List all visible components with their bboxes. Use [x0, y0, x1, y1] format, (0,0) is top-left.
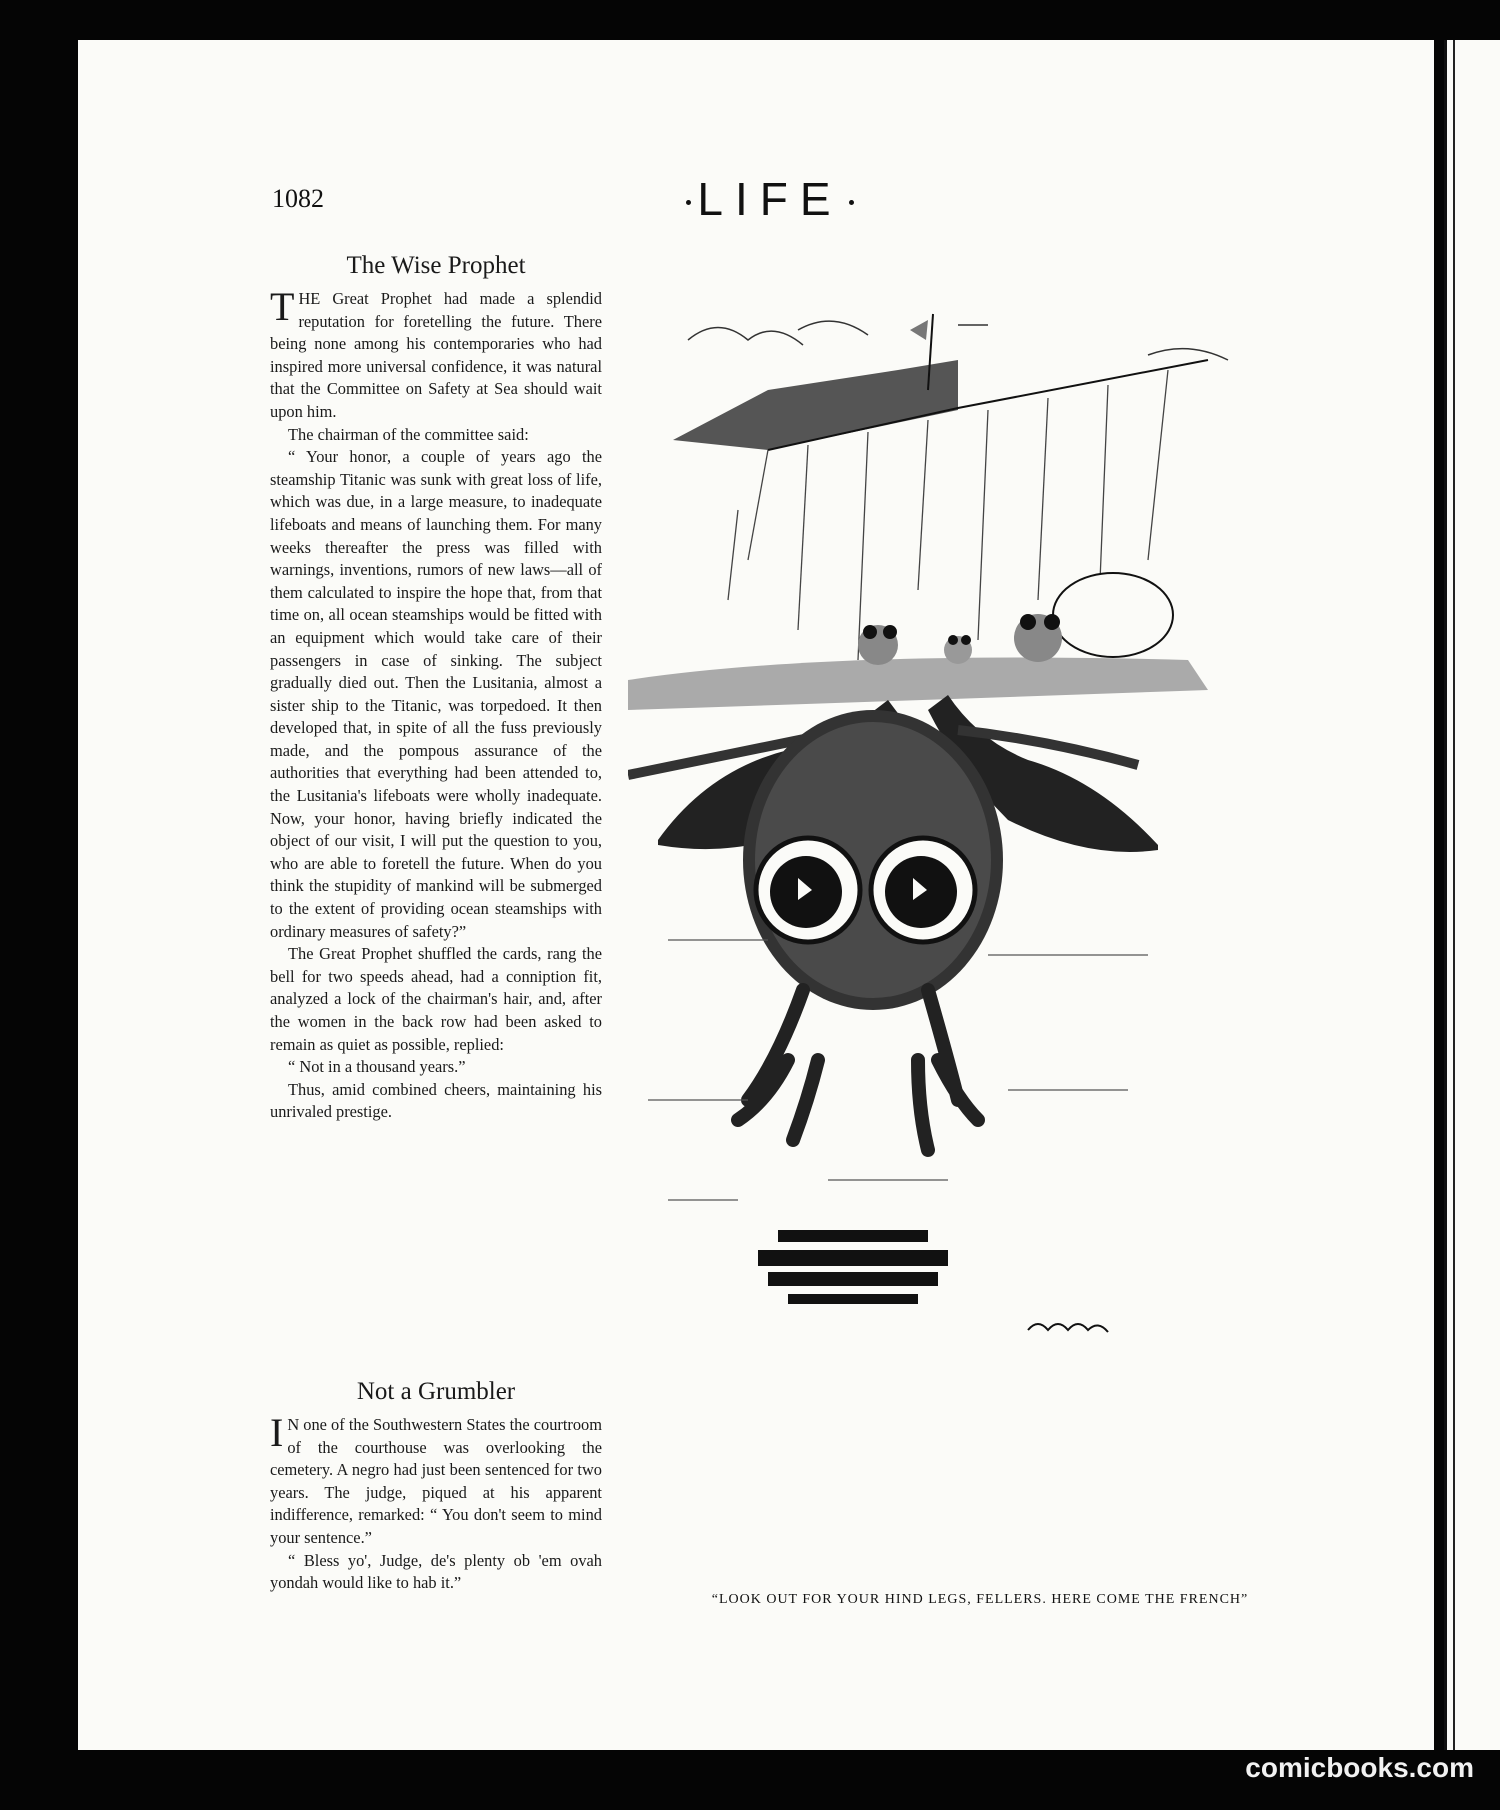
article-title: Not a Grumbler [356, 1378, 516, 1405]
article-not-a-grumbler [270, 1378, 602, 1595]
paragraph [270, 284, 602, 424]
boulder [1053, 573, 1173, 657]
paragraph: Thus, amid combined cheers, maintaining his unrivaled prestige. [270, 1079, 602, 1122]
drop-cap: T [270, 284, 295, 329]
paragraph: “ Bless yo', Judge, de's plenty ob 'em ovah yondah would like to hab it.” [270, 1550, 602, 1593]
paragraph: “ Not in a thousand years.” [288, 1057, 466, 1077]
artist-signature [1028, 1324, 1108, 1332]
frog-cartoon-illustration [628, 300, 1328, 1610]
illustration-caption: “LOOK OUT FOR YOUR HIND LEGS, FELLERS. HERE COME THE FRENCH” [711, 1592, 1249, 1607]
cloud-scribbles [688, 321, 1228, 360]
facing-page-edge [1444, 40, 1500, 1750]
article-body [270, 1410, 602, 1595]
reflection [758, 1230, 948, 1304]
page-number: 1082 [272, 184, 324, 213]
paragraph: “ Your honor, a couple of years ago the steamship Titanic was sunk with great loss of life, which was due, in a large measure, to inadequate lifeboats and means of launching them. For many weeks thereafter the press was filled with warnings, inventions, rumors of new laws—all of them calculated to inspire the hope that, from that time on, all ocean steamships would be fitted with an equipment which would take care of their passengers in case of sinking. The subject gradually died out. Then the Lusitania, almost a sister ship to the Titanic, was torpedoed. It then developed that, in spite of all the fuss previously made, and the pompous assurance of the authorities that everything had been attended to, the Lusitania's lifeboats were wholly inadequate. Now, your honor, having briefly indicated the object of our visit, I will put the question to you, who are able to foretell the future. When do you think the stupidity of mankind will be submerged to the extent of providing ocean steamships with ordinary measures of safety?” [270, 447, 602, 941]
paragraph: The chairman of the committee said: [288, 424, 529, 444]
masthead-title: LIFE [697, 173, 843, 225]
paragraph-text: HE Great Prophet had made a splendid reputation for foretelling the future. There being none among his contemporaries who had inspired more universal confidence, it was natural that the Committee on Safety at Sea should wait upon him. [270, 289, 602, 421]
paragraph [270, 1410, 602, 1550]
small-frogs [858, 614, 1062, 665]
watermark: comicbooks.com [1245, 1752, 1474, 1783]
drop-cap: I [270, 1410, 284, 1455]
paragraph: The Great Prophet shuffled the cards, rang the bell for two speeds ahead, had a conniption fit, analyzed a lock of the chairman's hair, and, after the women in the back row had been asked to remain as quiet as possible, replied: [270, 944, 602, 1054]
article-title: The Wise Prophet [346, 252, 526, 279]
riverbank [628, 658, 1208, 711]
paragraph-text: N one of the Southwestern States the courtroom of the courthouse was overlooking the cemetery. A negro had just been sentenced for two years. The judge, piqued at his apparent indifference, remarked: “ You don't seem to mind your sentence.” [270, 1415, 602, 1547]
masthead [660, 172, 880, 226]
article-body [270, 284, 602, 1124]
cliff-top [673, 314, 1208, 450]
big-frog [628, 695, 1158, 1150]
article-wise-prophet [270, 252, 602, 1124]
